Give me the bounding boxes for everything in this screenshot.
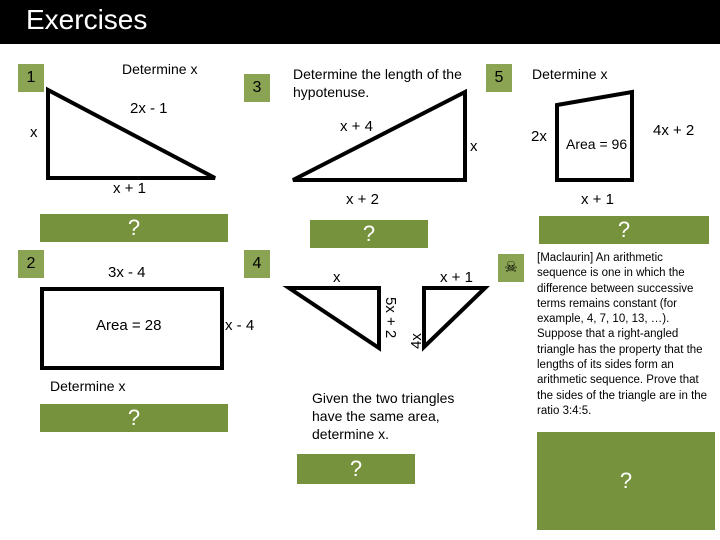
q5-answer-box[interactable]: ?: [539, 216, 709, 244]
question-number-5: 5: [486, 64, 512, 92]
q5-area-label: Area = 96: [566, 136, 628, 152]
question-number-2: 2: [18, 250, 44, 278]
q5-left-label: 2x: [531, 128, 547, 145]
q3-side-label: x: [470, 138, 478, 155]
q6-problem-text: [Maclaurin] An arithmetic sequence is one in which the difference between successive terms remains constant (for example, 4, 7, 10, 13, …). Suppose that a right-angled triangle has the property that the lengths of its sides form an arithmetic sequence. Prove that the sides of the triangle are in the ratio 3:4:5.: [537, 252, 708, 417]
q2-area-label: Area = 28: [96, 317, 162, 334]
q1-hypotenuse-label: 2x - 1: [130, 100, 168, 117]
q3-triangle: [293, 92, 465, 180]
question-number-3: 3: [244, 74, 270, 102]
q4-left-vertical-label: 5x + 2: [382, 297, 399, 339]
q2-answer-box[interactable]: ?: [40, 404, 228, 432]
page-title: Exercises: [26, 4, 148, 35]
q4-right-vertical-label: 4x: [408, 333, 425, 349]
q3-hypotenuse-label: x + 4: [340, 118, 373, 135]
q4-left-triangle: [289, 288, 379, 348]
q4-answer-box[interactable]: ?: [297, 454, 415, 484]
q2-right-label: x - 4: [225, 317, 255, 334]
q1-base-label: x + 1: [113, 180, 146, 197]
q5-instruction: Determine x: [532, 66, 608, 82]
q1-answer-box[interactable]: ?: [40, 214, 228, 242]
question-number-4: 4: [244, 250, 270, 278]
q1-side-label: x: [30, 124, 38, 141]
q5-base-label: x + 1: [581, 191, 614, 208]
q1-instruction: Determine x: [122, 61, 198, 77]
q2-top-label: 3x - 4: [108, 264, 146, 281]
q6-answer-box[interactable]: ?: [537, 432, 715, 530]
q4-right-triangle: [424, 288, 485, 347]
skull-crossbones-icon: ☠: [498, 254, 524, 282]
q3-instruction: [293, 65, 463, 101]
q4-left-top-label: x: [333, 269, 341, 286]
q3-instruction-text: Determine the length of the hypotenuse.: [293, 66, 462, 100]
q4-instruction: [312, 389, 472, 443]
question-number-1: 1: [18, 64, 44, 92]
q2-instruction: Determine x: [50, 378, 126, 394]
q3-base-label: x + 2: [346, 191, 379, 208]
q4-instruction-text: Given the two triangles have the same area, determine x.: [312, 390, 455, 442]
q3-answer-box[interactable]: ?: [310, 220, 428, 248]
q5-right-label: 4x + 2: [653, 122, 695, 139]
q4-right-top-label: x + 1: [440, 269, 473, 286]
